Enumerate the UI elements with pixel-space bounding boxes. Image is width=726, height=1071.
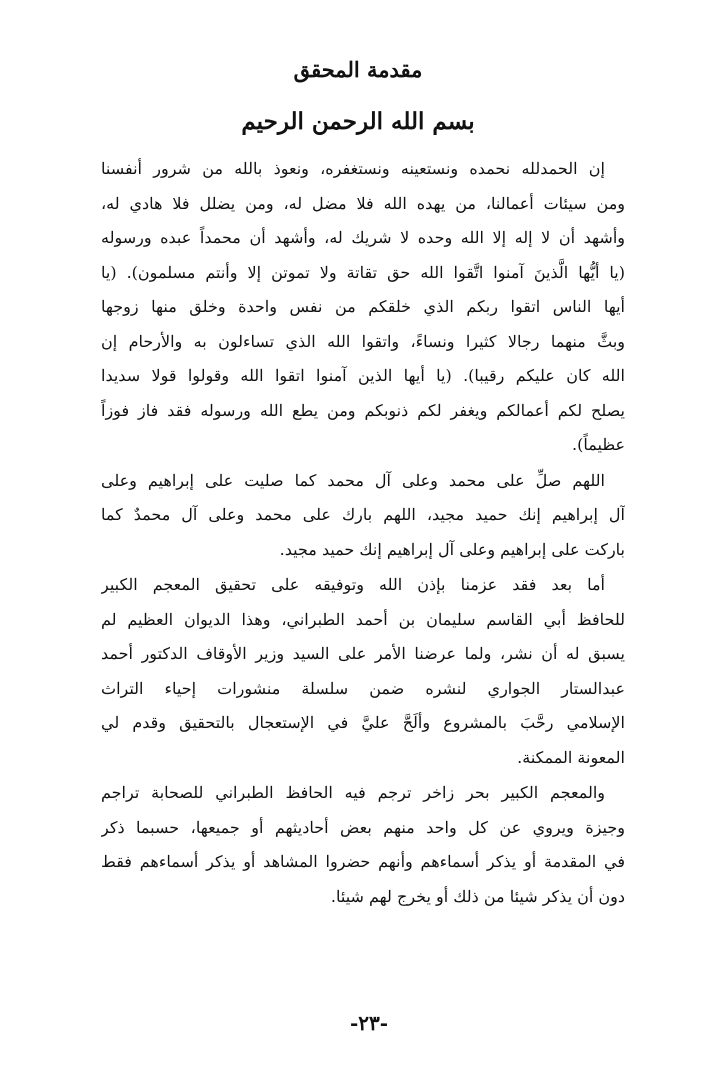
text-line: ومن سيئات أعمالنا، من يهده الله فلا مضل له، ومن يضلل فلا هادي له، xyxy=(101,193,625,213)
paragraph xyxy=(101,152,625,463)
body-text xyxy=(101,152,625,914)
text-line: الإسلامي رحَّبَ بالمشروع وألَحَّ عليَّ في الإستعجال بالتحقيق وقدم لي xyxy=(101,713,625,732)
text-line: اللهم صلِّ على محمد وعلى آل محمد كما صليت على إبراهيم وعلى xyxy=(101,470,605,490)
paragraph xyxy=(101,776,625,914)
text-line: للحافظ أبي القاسم سليمان بن أحمد الطبراني، وهذا الديوان العظيم لم xyxy=(101,609,625,629)
text-line: وجيزة ويروي عن كل واحد منهم بعض أحاديثهم أو جميعها، حسبما ذكر xyxy=(101,817,625,837)
text-line: آل إبراهيم إنك حميد مجيد، اللهم بارك على محمد وعلى آل محمدٌ كما xyxy=(101,505,625,524)
text-line: المعونة الممكنة. xyxy=(517,747,625,767)
text-line: وبثَّ منهما رجالا كثيرا ونساءً، واتقوا الله الذي تساءلون به والأرحام إن xyxy=(101,331,625,351)
paragraph xyxy=(101,568,625,775)
text-line: وأشهد أن لا إله إلا الله وحده لا شريك له، وأشهد أن محمداً عبده ورسوله xyxy=(101,228,625,247)
text-line: يصلح لكم أعمالكم ويغفر لكم ذنوبكم ومن يطع الله ورسوله فقد فاز فوزاً xyxy=(101,400,625,420)
text-line: يسبق له أن نشر، ولما عرضنا الأمر على السيد وزير الأوقاف الدكتور أحمد xyxy=(101,644,625,663)
text-line: أيها الناس اتقوا ربكم الذي خلقكم من نفس واحدة وخلق منها زوجها xyxy=(101,297,625,316)
text-line: في المقدمة أو يذكر أسماءهم وأنهم حضروا المشاهد أو يذكر أسماءهم فقط xyxy=(101,852,625,871)
basmala-heading: بسم الله الرحمن الرحيم xyxy=(241,108,475,135)
text-line: عظيماً). xyxy=(572,435,625,454)
page-number: -٢٣- xyxy=(349,1011,389,1035)
text-line: إن الحمدلله نحمده ونستعينه ونستغفره، ونعوذ بالله من شرور أنفسنا xyxy=(101,159,605,178)
text-line: (يا أيُّها الَّذينَ آمنوا اتَّقوا الله حق تقاتة ولا تموتن إلا وأنتم مسلمون). (يا xyxy=(101,262,625,282)
paragraph xyxy=(101,464,625,568)
text-line: عبدالستار الجواري لنشره ضمن سلسلة منشورات إحياء التراث xyxy=(101,678,625,698)
text-line: والمعجم الكبير بحر زاخر ترجم فيه الحافظ الطبراني للصحابة تراجم xyxy=(101,783,605,802)
text-line: دون أن يذكر شيئا من ذلك أو يخرج لهم شيئا. xyxy=(330,886,625,906)
text-line: الله كان عليكم رقيبا). (يا أيها الذين آمنوا اتقوا الله وقولوا قولا سديدا xyxy=(101,366,625,385)
text-line: باركت على إبراهيم وعلى آل إبراهيم إنك حميد مجيد. xyxy=(279,539,625,559)
text-line: أما بعد فقد عزمنا بإذن الله وتوفيقه على تحقيق المعجم الكبير xyxy=(101,575,605,594)
page-heading: مقدمة المحقق xyxy=(293,57,423,82)
